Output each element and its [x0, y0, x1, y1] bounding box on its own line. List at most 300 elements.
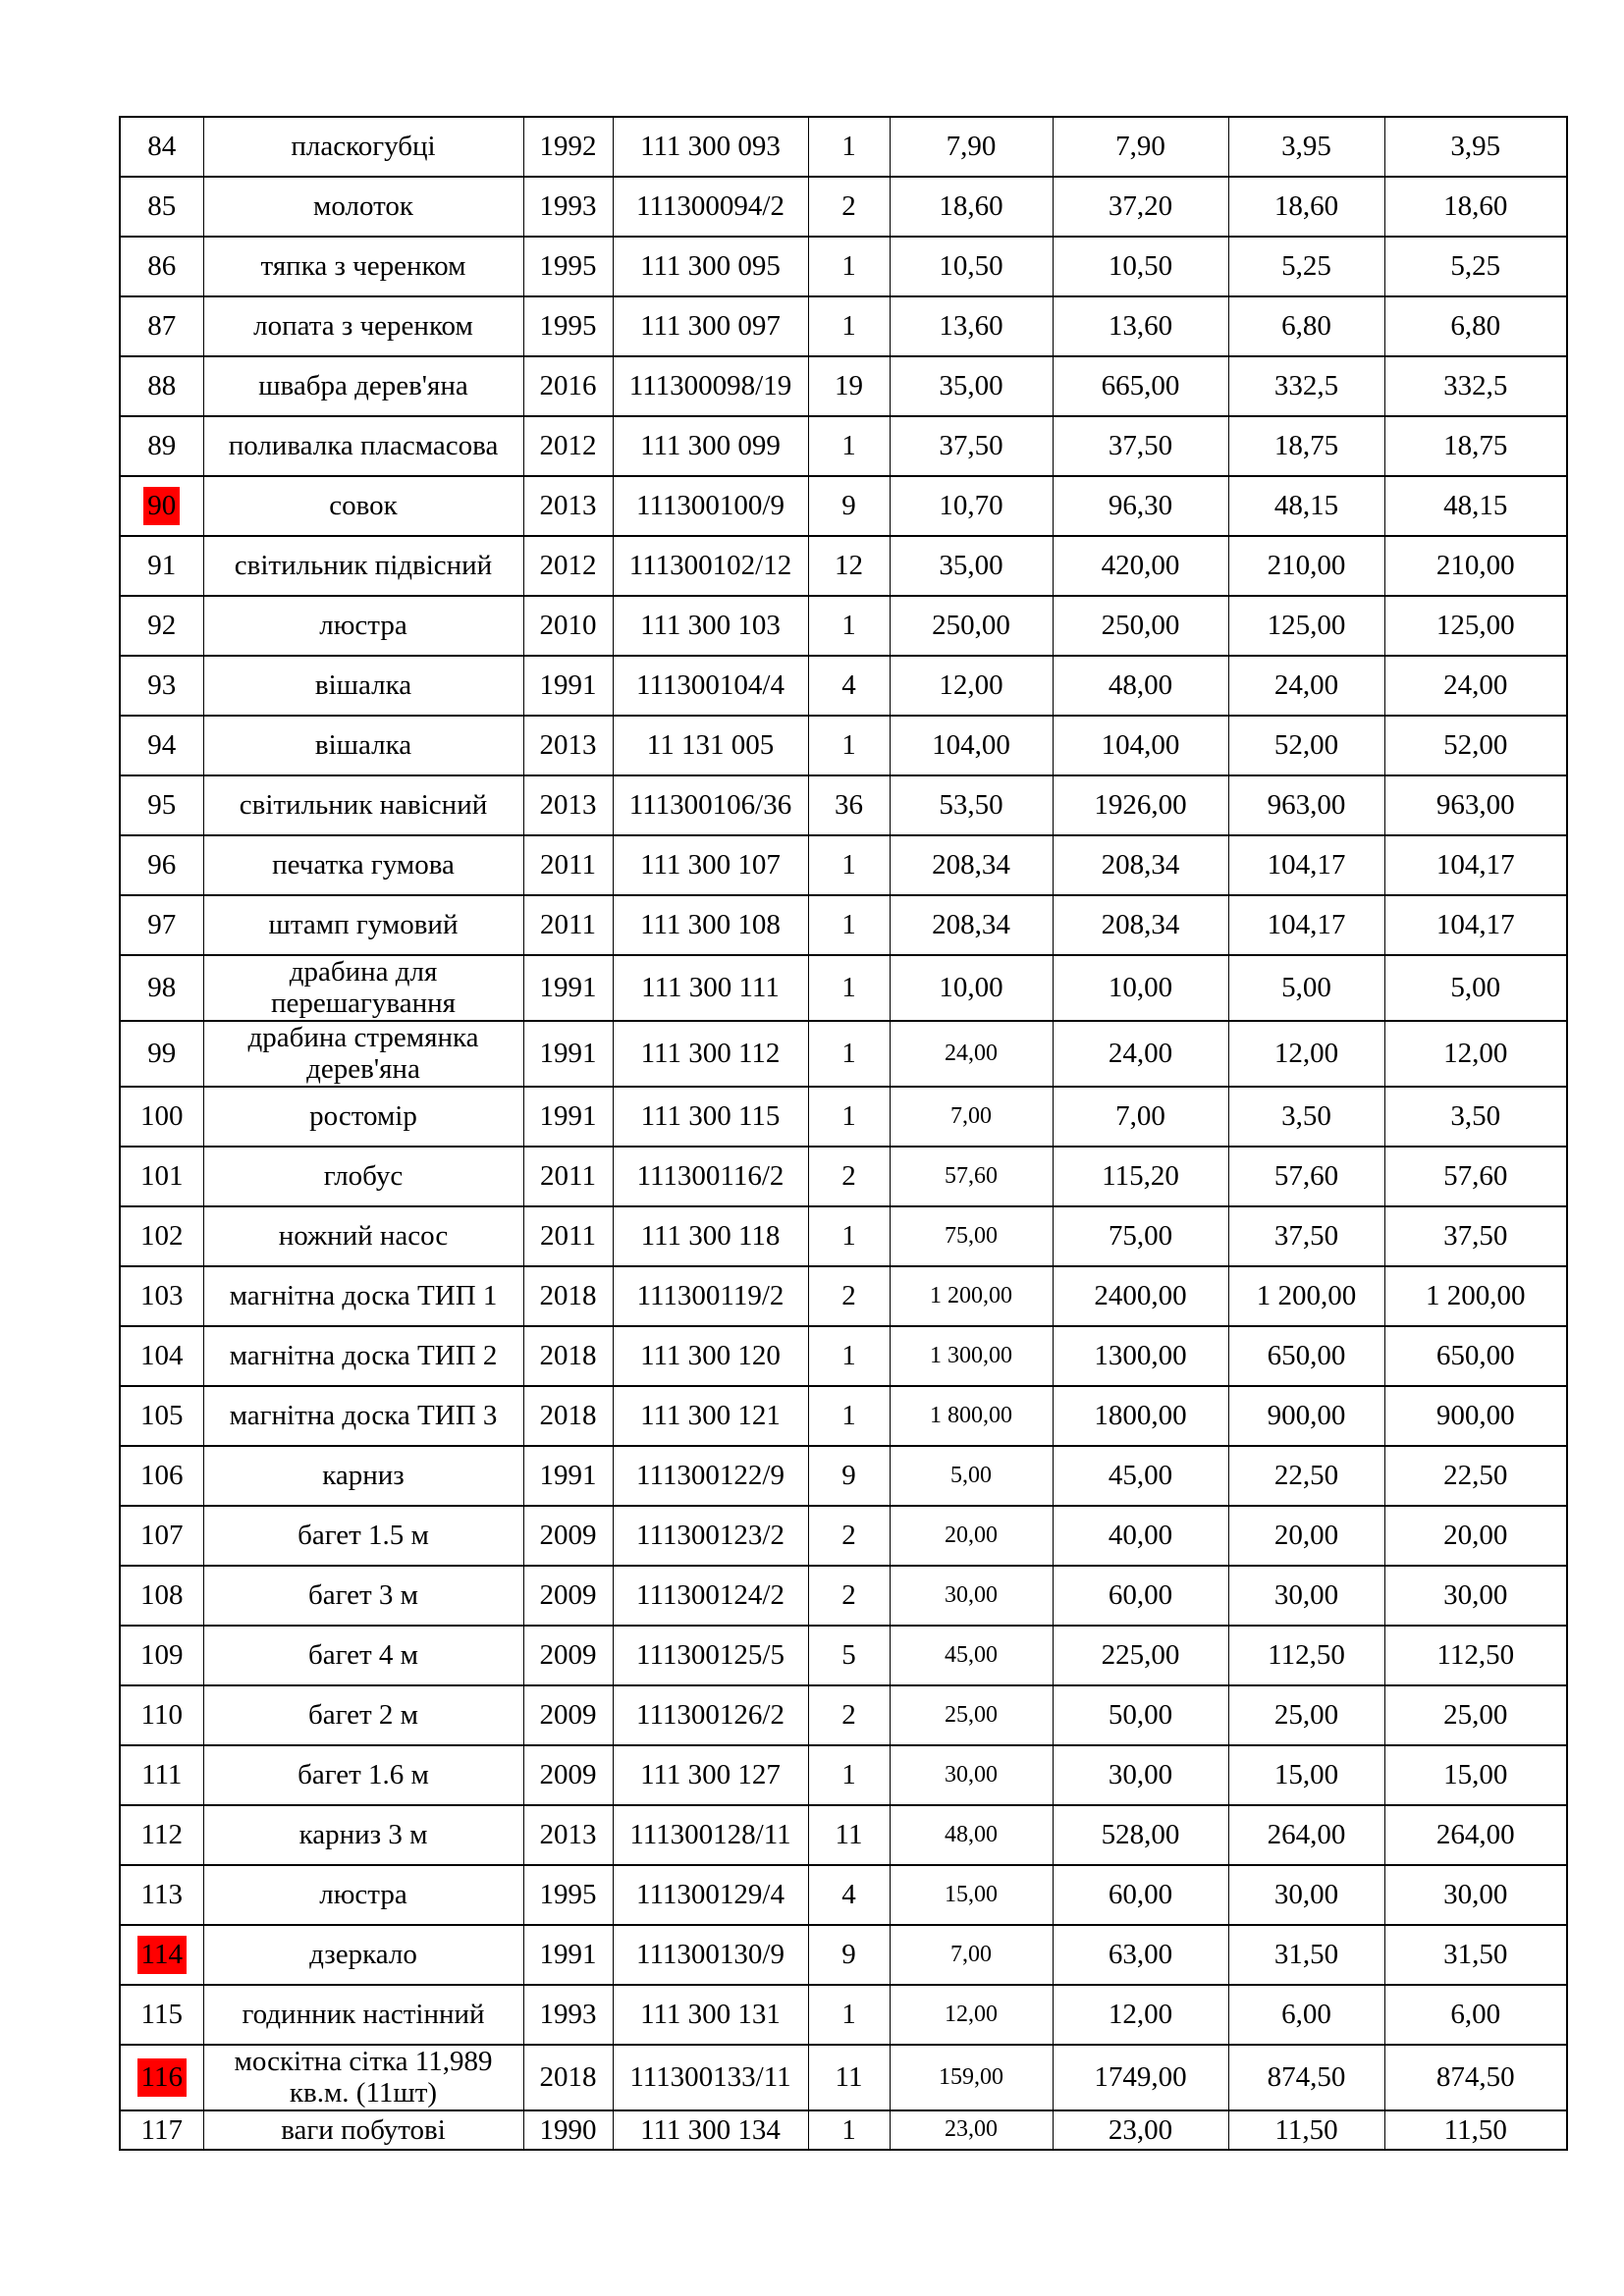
total-sum-cell: 60,00 — [1053, 1865, 1228, 1925]
table-row — [120, 1985, 1567, 2045]
unit-price-cell: 7,00 — [890, 1925, 1053, 1985]
table-row — [120, 177, 1567, 237]
unit-price-cell: 30,00 — [890, 1566, 1053, 1626]
half-value-cell-2: 900,00 — [1384, 1386, 1567, 1446]
half-value-cell-1: 52,00 — [1228, 716, 1384, 775]
table-row — [120, 1021, 1567, 1087]
half-value-cell-1: 963,00 — [1228, 775, 1384, 835]
row-number-cell: 86 — [120, 237, 203, 296]
year-cell: 1993 — [523, 1985, 613, 2045]
item-name-cell: карниз 3 м — [203, 1805, 523, 1865]
quantity-cell: 1 — [808, 1087, 890, 1147]
unit-price-cell: 12,00 — [890, 656, 1053, 716]
half-value-cell-1: 22,50 — [1228, 1446, 1384, 1506]
unit-price-cell: 13,60 — [890, 296, 1053, 356]
half-value-cell-1: 37,50 — [1228, 1206, 1384, 1266]
half-value-cell-1: 125,00 — [1228, 596, 1384, 656]
table-row — [120, 1266, 1567, 1326]
year-cell: 2011 — [523, 895, 613, 955]
total-sum-cell: 208,34 — [1053, 895, 1228, 955]
year-cell: 2011 — [523, 1147, 613, 1206]
table-row — [120, 1685, 1567, 1745]
item-name-cell: драбина стремянка дерев'яна — [203, 1021, 523, 1087]
row-number-cell: 95 — [120, 775, 203, 835]
inventory-number-cell: 111300124/2 — [613, 1566, 808, 1626]
row-number-cell: 112 — [120, 1805, 203, 1865]
quantity-cell: 1 — [808, 1021, 890, 1087]
total-sum-cell: 40,00 — [1053, 1506, 1228, 1566]
year-cell: 2018 — [523, 1326, 613, 1386]
year-cell: 2011 — [523, 1206, 613, 1266]
item-name-cell: швабра дерев'яна — [203, 356, 523, 416]
item-name-cell: ножний насос — [203, 1206, 523, 1266]
row-number-cell: 103 — [120, 1266, 203, 1326]
quantity-cell: 4 — [808, 1865, 890, 1925]
item-name-cell: совок — [203, 476, 523, 536]
item-name-cell: світильник навісний — [203, 775, 523, 835]
half-value-cell-2: 48,15 — [1384, 476, 1567, 536]
unit-price-cell: 35,00 — [890, 536, 1053, 596]
table-row — [120, 1147, 1567, 1206]
year-cell: 2012 — [523, 536, 613, 596]
unit-price-cell: 35,00 — [890, 356, 1053, 416]
row-number-cell: 94 — [120, 716, 203, 775]
table-row — [120, 835, 1567, 895]
row-number-cell — [120, 1925, 203, 1985]
quantity-cell: 1 — [808, 955, 890, 1021]
half-value-cell-2: 12,00 — [1384, 1021, 1567, 1087]
half-value-cell-2: 332,5 — [1384, 356, 1567, 416]
item-name-cell: люстра — [203, 1865, 523, 1925]
total-sum-cell: 1749,00 — [1053, 2045, 1228, 2110]
total-sum-cell: 45,00 — [1053, 1446, 1228, 1506]
quantity-cell: 11 — [808, 1805, 890, 1865]
half-value-cell-1: 264,00 — [1228, 1805, 1384, 1865]
item-name-cell: світильник підвісний — [203, 536, 523, 596]
total-sum-cell: 7,00 — [1053, 1087, 1228, 1147]
inventory-number-cell: 111 300 099 — [613, 416, 808, 476]
quantity-cell: 36 — [808, 775, 890, 835]
unit-price-cell: 10,70 — [890, 476, 1053, 536]
half-value-cell-2: 22,50 — [1384, 1446, 1567, 1506]
row-number-cell: 107 — [120, 1506, 203, 1566]
item-name-cell: пласкогубці — [203, 117, 523, 177]
half-value-cell-1: 20,00 — [1228, 1506, 1384, 1566]
table-row — [120, 476, 1567, 536]
table-row — [120, 1386, 1567, 1446]
quantity-cell: 2 — [808, 1147, 890, 1206]
total-sum-cell: 96,30 — [1053, 476, 1228, 536]
item-name-cell: карниз — [203, 1446, 523, 1506]
row-number-cell: 104 — [120, 1326, 203, 1386]
total-sum-cell: 60,00 — [1053, 1566, 1228, 1626]
table-row — [120, 775, 1567, 835]
item-name-cell: москітна сітка 11,989 кв.м. (11шт) — [203, 2045, 523, 2110]
table-row — [120, 237, 1567, 296]
row-number-cell: 99 — [120, 1021, 203, 1087]
row-number-cell: 102 — [120, 1206, 203, 1266]
half-value-cell-1: 18,75 — [1228, 416, 1384, 476]
half-value-cell-2: 18,60 — [1384, 177, 1567, 237]
year-cell: 2013 — [523, 775, 613, 835]
unit-price-cell: 1 200,00 — [890, 1266, 1053, 1326]
item-name-cell: магнітна доска ТИП 2 — [203, 1326, 523, 1386]
inventory-number-cell: 111300125/5 — [613, 1626, 808, 1685]
total-sum-cell: 7,90 — [1053, 117, 1228, 177]
unit-price-cell: 48,00 — [890, 1805, 1053, 1865]
year-cell: 1995 — [523, 296, 613, 356]
year-cell: 2009 — [523, 1626, 613, 1685]
unit-price-cell: 7,90 — [890, 117, 1053, 177]
half-value-cell-1: 332,5 — [1228, 356, 1384, 416]
row-number-cell: 105 — [120, 1386, 203, 1446]
half-value-cell-1: 1 200,00 — [1228, 1266, 1384, 1326]
quantity-cell: 1 — [808, 716, 890, 775]
unit-price-cell: 10,50 — [890, 237, 1053, 296]
item-name-cell: магнітна доска ТИП 3 — [203, 1386, 523, 1446]
quantity-cell: 9 — [808, 1446, 890, 1506]
half-value-cell-1: 18,60 — [1228, 177, 1384, 237]
item-name-cell: молоток — [203, 177, 523, 237]
item-name-cell: драбина для перешагування — [203, 955, 523, 1021]
year-cell: 1990 — [523, 2110, 613, 2150]
half-value-cell-2: 3,50 — [1384, 1087, 1567, 1147]
quantity-cell: 1 — [808, 117, 890, 177]
half-value-cell-1: 874,50 — [1228, 2045, 1384, 2110]
half-value-cell-1: 6,80 — [1228, 296, 1384, 356]
inventory-number-cell: 111300100/9 — [613, 476, 808, 536]
row-number-cell: 89 — [120, 416, 203, 476]
row-number-cell: 98 — [120, 955, 203, 1021]
highlighted-row-number: 116 — [137, 2058, 187, 2097]
table-row — [120, 1626, 1567, 1685]
item-name-cell: люстра — [203, 596, 523, 656]
half-value-cell-2: 264,00 — [1384, 1805, 1567, 1865]
year-cell: 2011 — [523, 835, 613, 895]
inventory-number-cell: 11 131 005 — [613, 716, 808, 775]
year-cell: 1991 — [523, 955, 613, 1021]
quantity-cell: 1 — [808, 1386, 890, 1446]
half-value-cell-1: 5,00 — [1228, 955, 1384, 1021]
half-value-cell-2: 5,25 — [1384, 237, 1567, 296]
year-cell: 2012 — [523, 416, 613, 476]
inventory-number-cell: 111300116/2 — [613, 1147, 808, 1206]
row-number-cell: 110 — [120, 1685, 203, 1745]
row-number-cell: 108 — [120, 1566, 203, 1626]
unit-price-cell: 1 300,00 — [890, 1326, 1053, 1386]
year-cell: 1992 — [523, 117, 613, 177]
year-cell: 1995 — [523, 1865, 613, 1925]
item-name-cell: штамп гумовий — [203, 895, 523, 955]
row-number-cell: 85 — [120, 177, 203, 237]
year-cell: 2018 — [523, 1266, 613, 1326]
total-sum-cell: 250,00 — [1053, 596, 1228, 656]
inventory-number-cell: 111 300 115 — [613, 1087, 808, 1147]
unit-price-cell: 18,60 — [890, 177, 1053, 237]
inventory-table-body — [120, 117, 1567, 2150]
quantity-cell: 1 — [808, 296, 890, 356]
inventory-number-cell: 111300119/2 — [613, 1266, 808, 1326]
inventory-number-cell: 111 300 108 — [613, 895, 808, 955]
item-name-cell: магнітна доска ТИП 1 — [203, 1266, 523, 1326]
half-value-cell-2: 30,00 — [1384, 1865, 1567, 1925]
unit-price-cell: 10,00 — [890, 955, 1053, 1021]
half-value-cell-1: 48,15 — [1228, 476, 1384, 536]
item-name-cell: вішалка — [203, 716, 523, 775]
unit-price-cell: 75,00 — [890, 1206, 1053, 1266]
half-value-cell-2: 6,80 — [1384, 296, 1567, 356]
total-sum-cell: 10,00 — [1053, 955, 1228, 1021]
total-sum-cell: 420,00 — [1053, 536, 1228, 596]
half-value-cell-2: 1 200,00 — [1384, 1266, 1567, 1326]
inventory-number-cell: 111300122/9 — [613, 1446, 808, 1506]
row-number-cell: 92 — [120, 596, 203, 656]
inventory-number-cell: 111300094/2 — [613, 177, 808, 237]
half-value-cell-2: 125,00 — [1384, 596, 1567, 656]
inventory-number-cell: 111 300 095 — [613, 237, 808, 296]
inventory-number-cell: 111 300 118 — [613, 1206, 808, 1266]
unit-price-cell: 57,60 — [890, 1147, 1053, 1206]
unit-price-cell: 1 800,00 — [890, 1386, 1053, 1446]
half-value-cell-1: 112,50 — [1228, 1626, 1384, 1685]
row-number-cell: 87 — [120, 296, 203, 356]
row-number-cell — [120, 2045, 203, 2110]
unit-price-cell: 53,50 — [890, 775, 1053, 835]
table-row — [120, 1925, 1567, 1985]
total-sum-cell: 528,00 — [1053, 1805, 1228, 1865]
half-value-cell-2: 3,95 — [1384, 117, 1567, 177]
inventory-number-cell: 111300126/2 — [613, 1685, 808, 1745]
unit-price-cell: 250,00 — [890, 596, 1053, 656]
table-row — [120, 1326, 1567, 1386]
year-cell: 2018 — [523, 1386, 613, 1446]
inventory-number-cell: 111 300 134 — [613, 2110, 808, 2150]
total-sum-cell: 13,60 — [1053, 296, 1228, 356]
half-value-cell-2: 24,00 — [1384, 656, 1567, 716]
half-value-cell-2: 963,00 — [1384, 775, 1567, 835]
unit-price-cell: 208,34 — [890, 835, 1053, 895]
year-cell: 1993 — [523, 177, 613, 237]
table-row — [120, 2045, 1567, 2110]
quantity-cell: 1 — [808, 2110, 890, 2150]
row-number-cell: 117 — [120, 2110, 203, 2150]
total-sum-cell: 2400,00 — [1053, 1266, 1228, 1326]
quantity-cell: 9 — [808, 476, 890, 536]
total-sum-cell: 115,20 — [1053, 1147, 1228, 1206]
row-number-cell: 109 — [120, 1626, 203, 1685]
table-row — [120, 356, 1567, 416]
item-name-cell: глобус — [203, 1147, 523, 1206]
inventory-number-cell: 111 300 112 — [613, 1021, 808, 1087]
item-name-cell: годинник настінний — [203, 1985, 523, 2045]
half-value-cell-1: 650,00 — [1228, 1326, 1384, 1386]
item-name-cell: багет 3 м — [203, 1566, 523, 1626]
quantity-cell: 1 — [808, 1745, 890, 1805]
inventory-number-cell: 111 300 097 — [613, 296, 808, 356]
half-value-cell-1: 3,95 — [1228, 117, 1384, 177]
item-name-cell: печатка гумова — [203, 835, 523, 895]
quantity-cell: 1 — [808, 895, 890, 955]
year-cell: 1991 — [523, 1087, 613, 1147]
year-cell: 2016 — [523, 356, 613, 416]
half-value-cell-2: 112,50 — [1384, 1626, 1567, 1685]
quantity-cell: 2 — [808, 1506, 890, 1566]
total-sum-cell: 24,00 — [1053, 1021, 1228, 1087]
quantity-cell: 1 — [808, 1206, 890, 1266]
half-value-cell-1: 104,17 — [1228, 835, 1384, 895]
year-cell: 2009 — [523, 1685, 613, 1745]
year-cell: 2013 — [523, 1805, 613, 1865]
row-number-cell: 93 — [120, 656, 203, 716]
inventory-number-cell: 111300130/9 — [613, 1925, 808, 1985]
inventory-number-cell: 111300098/19 — [613, 356, 808, 416]
item-name-cell: ростомір — [203, 1087, 523, 1147]
quantity-cell: 9 — [808, 1925, 890, 1985]
item-name-cell: багет 1.5 м — [203, 1506, 523, 1566]
year-cell: 2009 — [523, 1745, 613, 1805]
total-sum-cell: 208,34 — [1053, 835, 1228, 895]
row-number-cell: 111 — [120, 1745, 203, 1805]
half-value-cell-1: 15,00 — [1228, 1745, 1384, 1805]
unit-price-cell: 30,00 — [890, 1745, 1053, 1805]
quantity-cell: 1 — [808, 237, 890, 296]
half-value-cell-1: 30,00 — [1228, 1566, 1384, 1626]
year-cell: 1995 — [523, 237, 613, 296]
inventory-number-cell: 111300123/2 — [613, 1506, 808, 1566]
quantity-cell: 2 — [808, 1685, 890, 1745]
quantity-cell: 12 — [808, 536, 890, 596]
table-row — [120, 1805, 1567, 1865]
table-row — [120, 1566, 1567, 1626]
unit-price-cell: 15,00 — [890, 1865, 1053, 1925]
inventory-number-cell: 111 300 103 — [613, 596, 808, 656]
half-value-cell-1: 30,00 — [1228, 1865, 1384, 1925]
half-value-cell-2: 650,00 — [1384, 1326, 1567, 1386]
row-number-cell: 106 — [120, 1446, 203, 1506]
inventory-number-cell: 111 300 121 — [613, 1386, 808, 1446]
year-cell: 1991 — [523, 1021, 613, 1087]
total-sum-cell: 665,00 — [1053, 356, 1228, 416]
total-sum-cell: 75,00 — [1053, 1206, 1228, 1266]
table-row — [120, 1865, 1567, 1925]
table-row — [120, 2110, 1567, 2150]
quantity-cell: 2 — [808, 177, 890, 237]
total-sum-cell: 1800,00 — [1053, 1386, 1228, 1446]
unit-price-cell: 23,00 — [890, 2110, 1053, 2150]
quantity-cell: 4 — [808, 656, 890, 716]
half-value-cell-2: 5,00 — [1384, 955, 1567, 1021]
table-row — [120, 955, 1567, 1021]
total-sum-cell: 12,00 — [1053, 1985, 1228, 2045]
item-name-cell: тяпка з черенком — [203, 237, 523, 296]
row-number-cell: 88 — [120, 356, 203, 416]
quantity-cell: 1 — [808, 1326, 890, 1386]
table-row — [120, 1206, 1567, 1266]
inventory-number-cell: 111 300 111 — [613, 955, 808, 1021]
half-value-cell-2: 15,00 — [1384, 1745, 1567, 1805]
half-value-cell-1: 31,50 — [1228, 1925, 1384, 1985]
row-number-cell: 91 — [120, 536, 203, 596]
inventory-number-cell: 111300102/12 — [613, 536, 808, 596]
inventory-number-cell: 111 300 127 — [613, 1745, 808, 1805]
quantity-cell: 1 — [808, 416, 890, 476]
row-number-cell: 96 — [120, 835, 203, 895]
quantity-cell: 19 — [808, 356, 890, 416]
year-cell: 1991 — [523, 1446, 613, 1506]
unit-price-cell: 12,00 — [890, 1985, 1053, 2045]
inventory-number-cell: 111300106/36 — [613, 775, 808, 835]
half-value-cell-1: 12,00 — [1228, 1021, 1384, 1087]
year-cell: 2009 — [523, 1566, 613, 1626]
total-sum-cell: 50,00 — [1053, 1685, 1228, 1745]
half-value-cell-2: 18,75 — [1384, 416, 1567, 476]
half-value-cell-2: 874,50 — [1384, 2045, 1567, 2110]
half-value-cell-2: 6,00 — [1384, 1985, 1567, 2045]
table-row — [120, 117, 1567, 177]
unit-price-cell: 20,00 — [890, 1506, 1053, 1566]
half-value-cell-2: 30,00 — [1384, 1566, 1567, 1626]
half-value-cell-1: 6,00 — [1228, 1985, 1384, 2045]
row-number-cell: 97 — [120, 895, 203, 955]
row-number-cell: 115 — [120, 1985, 203, 2045]
inventory-number-cell: 111 300 120 — [613, 1326, 808, 1386]
table-row — [120, 536, 1567, 596]
table-row — [120, 596, 1567, 656]
inventory-number-cell: 111300133/11 — [613, 2045, 808, 2110]
half-value-cell-2: 20,00 — [1384, 1506, 1567, 1566]
inventory-number-cell: 111 300 093 — [613, 117, 808, 177]
total-sum-cell: 10,50 — [1053, 237, 1228, 296]
half-value-cell-2: 57,60 — [1384, 1147, 1567, 1206]
quantity-cell: 1 — [808, 835, 890, 895]
year-cell: 2010 — [523, 596, 613, 656]
total-sum-cell: 1926,00 — [1053, 775, 1228, 835]
inventory-number-cell: 111300104/4 — [613, 656, 808, 716]
year-cell: 2009 — [523, 1506, 613, 1566]
table-row — [120, 1506, 1567, 1566]
row-number-cell: 113 — [120, 1865, 203, 1925]
quantity-cell: 5 — [808, 1626, 890, 1685]
quantity-cell: 1 — [808, 596, 890, 656]
half-value-cell-1: 24,00 — [1228, 656, 1384, 716]
inventory-number-cell: 111 300 107 — [613, 835, 808, 895]
item-name-cell: багет 4 м — [203, 1626, 523, 1685]
quantity-cell: 1 — [808, 1985, 890, 2045]
half-value-cell-2: 104,17 — [1384, 835, 1567, 895]
quantity-cell: 2 — [808, 1566, 890, 1626]
highlighted-row-number: 114 — [137, 1936, 187, 1974]
unit-price-cell: 24,00 — [890, 1021, 1053, 1087]
year-cell: 2013 — [523, 476, 613, 536]
year-cell: 2018 — [523, 2045, 613, 2110]
total-sum-cell: 37,20 — [1053, 177, 1228, 237]
table-row — [120, 296, 1567, 356]
item-name-cell: лопата з черенком — [203, 296, 523, 356]
item-name-cell: багет 2 м — [203, 1685, 523, 1745]
half-value-cell-1: 25,00 — [1228, 1685, 1384, 1745]
unit-price-cell: 25,00 — [890, 1685, 1053, 1745]
total-sum-cell: 23,00 — [1053, 2110, 1228, 2150]
unit-price-cell: 104,00 — [890, 716, 1053, 775]
table-row — [120, 1745, 1567, 1805]
unit-price-cell: 45,00 — [890, 1626, 1053, 1685]
half-value-cell-1: 104,17 — [1228, 895, 1384, 955]
item-name-cell: дзеркало — [203, 1925, 523, 1985]
inventory-number-cell: 111300128/11 — [613, 1805, 808, 1865]
quantity-cell: 11 — [808, 2045, 890, 2110]
half-value-cell-2: 37,50 — [1384, 1206, 1567, 1266]
half-value-cell-2: 31,50 — [1384, 1925, 1567, 1985]
